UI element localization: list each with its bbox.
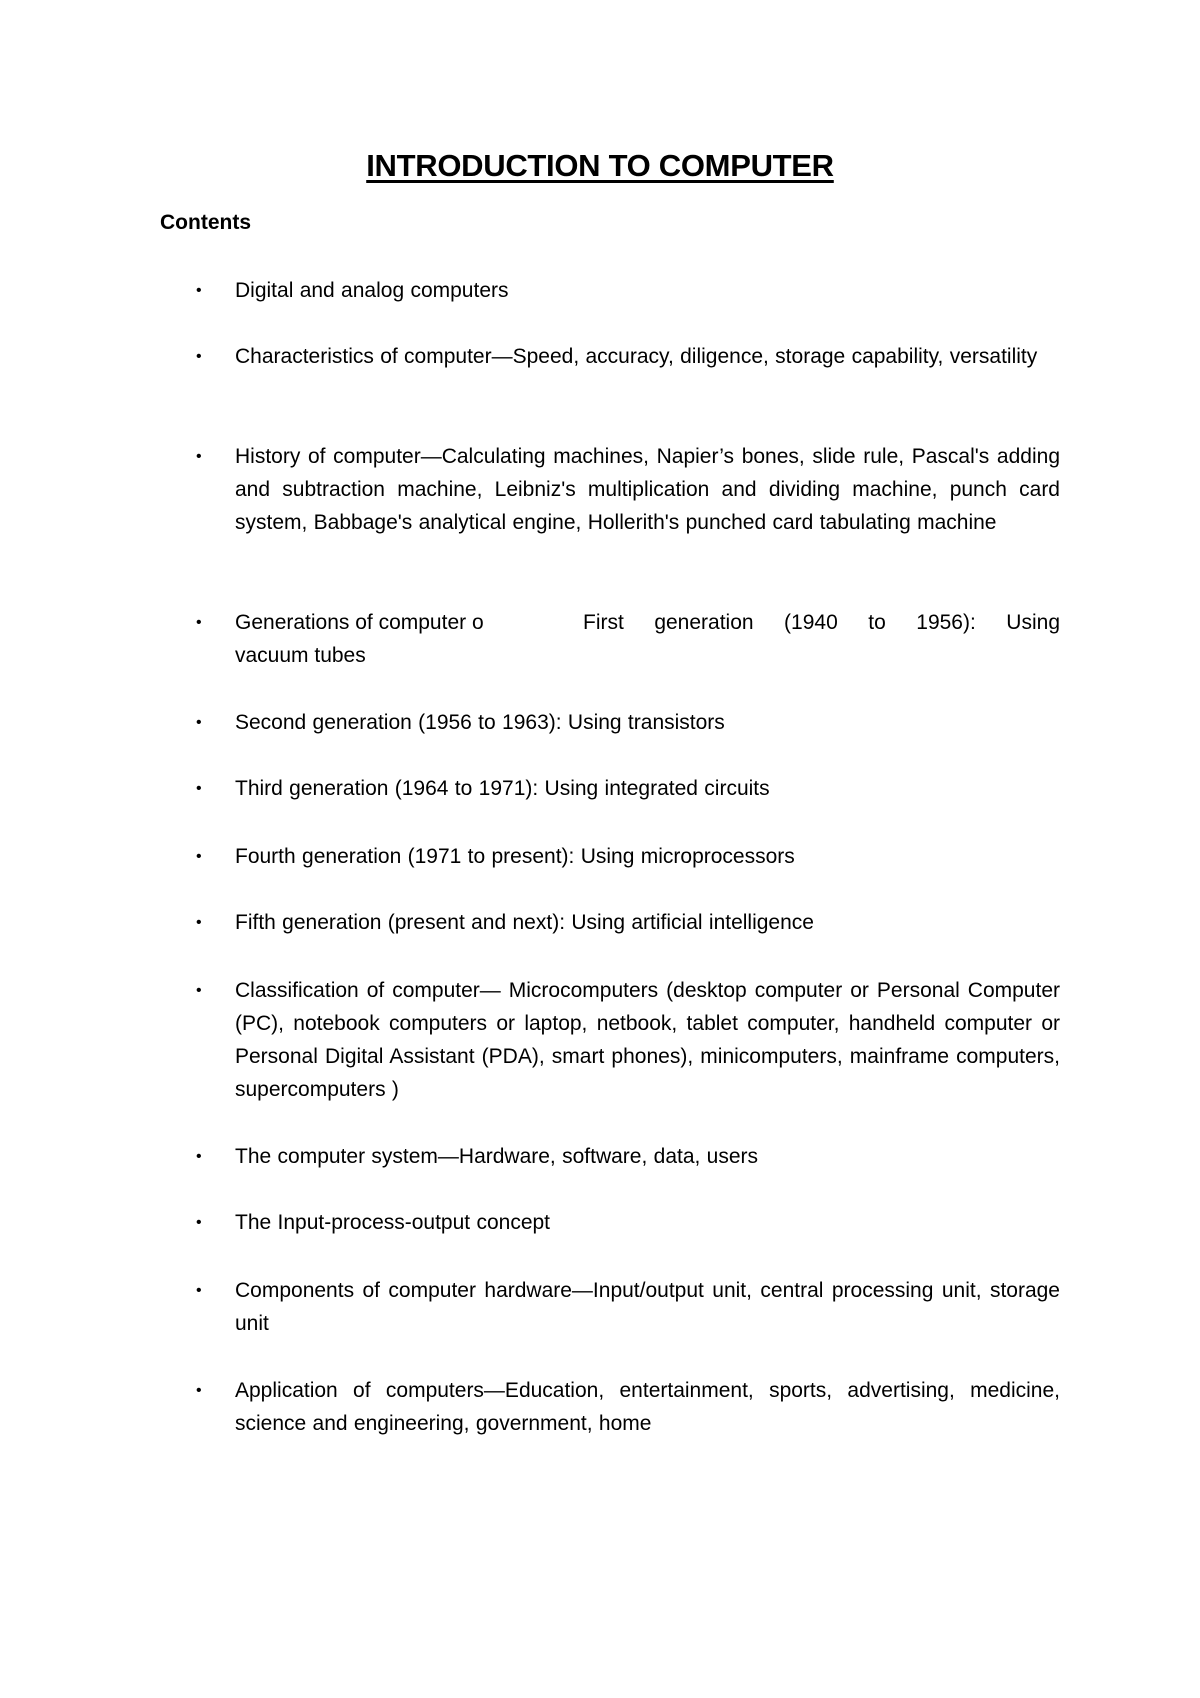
bullet-icon: • xyxy=(196,1148,202,1165)
list-item-text: Application of computers—Education, entertainment, sports, advertising, medicine, science and engineering, government, home xyxy=(235,1379,1060,1435)
list-item-text: Fourth generation (1971 to present): Using microprocessors xyxy=(235,845,795,868)
bullet-icon: • xyxy=(196,448,202,465)
bullet-icon: • xyxy=(196,348,202,365)
page-title: INTRODUCTION TO COMPUTER xyxy=(366,148,834,183)
list-item-text: History of computer—Calculating machines, Napier’s bones, slide rule, Pascal's adding and subtraction machine, Leibniz's multiplication and dividing machine, punch card system, Babbage's analytical engine, Hollerith's punched card tabulating machine xyxy=(235,445,1060,534)
first-generation-continuation: vacuum tubes xyxy=(235,644,366,667)
list-item-text: Components of computer hardware—Input/output unit, central processing unit, storage unit xyxy=(235,1279,1060,1335)
bullet-icon: • xyxy=(196,1282,202,1299)
generations-label: Generations of computer o xyxy=(235,611,484,634)
bullet-icon: • xyxy=(196,614,202,631)
bullet-icon: • xyxy=(196,982,202,999)
bullet-icon: • xyxy=(196,914,202,931)
list-item-text: Classification of computer— Microcomputers (desktop computer or Personal Computer (PC), notebook computers or laptop, netbook, tablet computer, handheld computer or Personal Digital Assistant (PDA), smart phones), minicomputers, mainframe computers, supercomputers ) xyxy=(235,979,1060,1101)
list-item-text: Characteristics of computer—Speed, accuracy, diligence, storage capability, versatility xyxy=(235,345,1038,368)
bullet-icon: • xyxy=(196,1382,202,1399)
list-item-text: Fifth generation (present and next): Using artificial intelligence xyxy=(235,911,814,934)
list-item-text: Digital and analog computers xyxy=(235,279,509,302)
bullet-icon: • xyxy=(196,1214,202,1231)
bullet-icon: • xyxy=(196,714,202,731)
bullet-icon: • xyxy=(196,282,202,299)
first-generation-text: First generation (1940 to 1956): Using xyxy=(583,611,1060,634)
contents-heading: Contents xyxy=(160,211,251,234)
list-item-text: The computer system—Hardware, software, data, users xyxy=(235,1145,759,1168)
bullet-icon: • xyxy=(196,848,202,865)
list-item-text: Second generation (1956 to 1963): Using transistors xyxy=(235,711,725,734)
list-item-text: Third generation (1964 to 1971): Using integrated circuits xyxy=(235,777,770,800)
list-item-text: The Input-process-output concept xyxy=(235,1211,551,1234)
bullet-icon: • xyxy=(196,780,202,797)
